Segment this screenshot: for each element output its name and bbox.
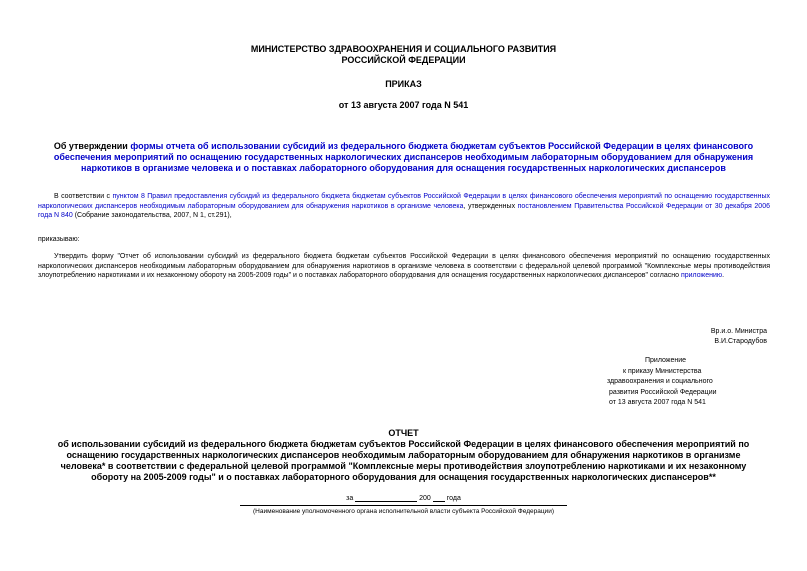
approve-paragraph bbox=[38, 252, 770, 281]
signature-block bbox=[711, 327, 767, 347]
resolution-link[interactable]: постановлением Правительства Российской Федерации от 30 декабря 2006 года N 840 bbox=[38, 202, 770, 219]
period-year-suffix: года bbox=[446, 495, 461, 502]
annex-block bbox=[607, 356, 767, 409]
preamble-text-3: (Собрание законодательства, 2007, N 1, ст.291), bbox=[72, 212, 232, 219]
preamble-text-1: В соответствии с bbox=[54, 193, 113, 200]
form-link[interactable]: формы отчета об использовании субсидий из федерального бюджета бюджетам субъектов Российской Федерации в целях финансового обеспечения мероприятий по оснащению государственных наркологических диспансеров необходимым лабораторным оборудованием для обнаружения наркотиков в организме человека и о поставках лабораторного оборудования для оснащения государственных наркологических диспансеров bbox=[53, 141, 754, 173]
authority-underline[interactable] bbox=[240, 505, 567, 506]
ministry-heading bbox=[0, 44, 807, 66]
ministry-line-2: РОССИЙСКОЙ ФЕДЕРАЦИИ bbox=[341, 55, 466, 65]
annex-line-4: развития Российской Федерации bbox=[609, 388, 717, 396]
annex-line-5: от 13 августа 2007 года N 541 bbox=[609, 399, 706, 406]
period-blank-month[interactable] bbox=[355, 493, 417, 502]
signature-name: В.И.Стародубов bbox=[714, 338, 767, 345]
report-title: ОТЧЕТ bbox=[388, 428, 419, 438]
period-year-prefix: 200 bbox=[419, 495, 431, 502]
rules-link[interactable]: пунктом 8 Правил предоставления субсидий из федерального бюджета бюджетам субъектов Российской Федерации в целях финансового обеспечения мероприятий по оснащению государственных наркологических диспансеров необходимым лабораторным оборудованием для обнаружения наркотиков в организме человека bbox=[38, 193, 770, 210]
order-subject bbox=[40, 141, 767, 174]
preamble-text-2: , утвержденных bbox=[463, 202, 518, 210]
annex-line-3: здравоохранения и социального bbox=[607, 378, 713, 385]
period-za-label: за bbox=[346, 495, 354, 502]
order-subject-prefix: Об утверждении bbox=[53, 141, 131, 151]
annex-line-2: к приказу Министерства bbox=[623, 367, 702, 375]
order-heading: ПРИКАЗ bbox=[385, 79, 422, 89]
appendix-link[interactable]: приложению bbox=[680, 272, 723, 279]
report-subtitle: об использовании субсидий из федерального бюджета бюджетам субъектов Российской Федерации в целях финансового обеспечения мероприятий по оснащению государственных наркологических диспансеров необходимым лабораторным оборудованием для обнаружения наркотиков в организме человека* в соответствии с федеральной целевой программой "Комплексные меры противодействия злоупотреблению наркотиками и их незаконному обороту на 2005-2009 годы" и о поставках лабораторного оборудования для оснащения государственных наркологических диспансеров** bbox=[57, 439, 750, 482]
annex-line-1: Приложение bbox=[645, 357, 687, 364]
ministry-line-1: МИНИСТЕРСТВО ЗДРАВООХРАНЕНИЯ И СОЦИАЛЬНОГО РАЗВИТИЯ bbox=[250, 44, 557, 54]
order-date: от 13 августа 2007 года N 541 bbox=[338, 100, 469, 110]
order-verb: приказываю: bbox=[38, 236, 80, 243]
approve-text-2: . bbox=[722, 272, 725, 279]
approve-text-1: Утвердить форму "Отчет об использовании субсидий из федерального бюджета бюджетам субъектов Российской Федерации в целях финансового обеспечения мероприятий по оснащению государственных наркологических диспансеров необходимым лабораторным оборудованием для обнаружения наркотиков в организме человека в соответствии с федеральной целевой программой "Комплексные меры противодействия злоупотреблению наркотиками и их незаконному обороту на 2005-2009 годы" и о поставках лабораторного оборудования для оснащения государственных наркологических диспансеров" согласно bbox=[38, 253, 770, 279]
period-blank-year[interactable] bbox=[433, 493, 445, 502]
report-period bbox=[0, 493, 807, 502]
signature-title: Вр.и.о. Министра bbox=[710, 328, 767, 335]
preamble-paragraph bbox=[38, 192, 770, 221]
authority-caption: (Наименование уполномоченного органа исполнительной власти субъекта Российской Федерации) bbox=[253, 508, 554, 515]
